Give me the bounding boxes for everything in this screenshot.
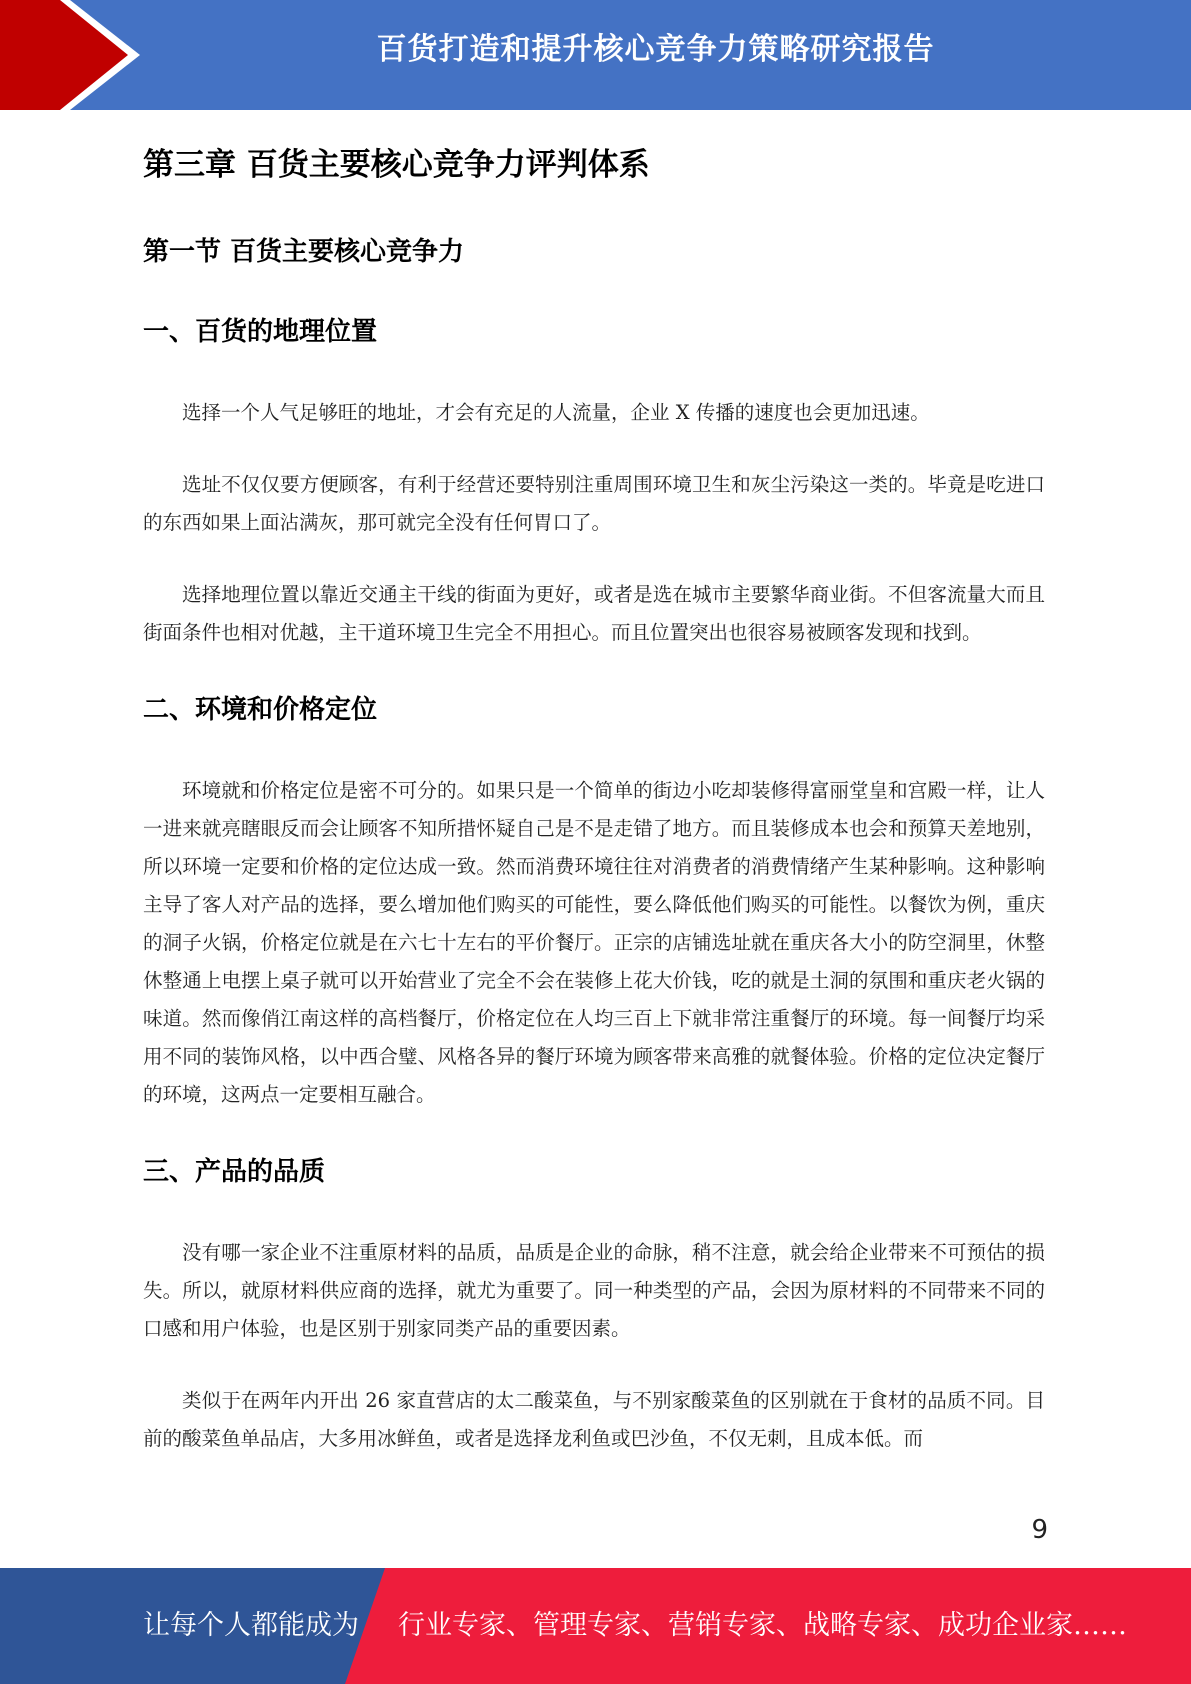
subsection-heading-product-quality: 三、产品的品质 <box>143 1157 326 1187</box>
paragraph: 选择地理位置以靠近交通主干线的街面为更好，或者是选在城市主要繁华商业街。不但客流量大而且街面条件也相对优越，主干道环境卫生完全不用担心。而且位置突出也很容易被顾客发现和找到。 <box>143 583 1045 644</box>
footer-slogan-right: 行业专家、管理专家、营销专家、战略专家、成功企业家…… <box>398 1610 1127 1641</box>
subsection-heading-location: 一、百货的地理位置 <box>143 317 378 347</box>
paragraph: 没有哪一家企业不注重原材料的品质，品质是企业的命脉，稍不注意，就会给企业带来不可预估的损失。所以，就原材料供应商的选择，就尤为重要了。同一种类型的产品，会因为原材料的不同带来不同的口感和用户体验，也是区别于别家同类产品的重要因素。 <box>143 1241 1045 1340</box>
paragraph: 选址不仅仅要方便顾客，有利于经营还要特别注重周围环境卫生和灰尘污染这一类的。毕竟是吃进口的东西如果上面沾满灰，那可就完全没有任何胃口了。 <box>143 473 1045 534</box>
paragraph: 类似于在两年内开出 26 家直营店的太二酸菜鱼，与不别家酸菜鱼的区别就在于食材的品质不同。目前的酸菜鱼单品店，大多用冰鲜鱼，或者是选择龙利鱼或巴沙鱼，不仅无刺，且成本低。而 <box>143 1389 1045 1450</box>
page-footer <box>0 1568 1191 1684</box>
paragraph: 环境就和价格定位是密不可分的。如果只是一个简单的街边小吃却装修得富丽堂皇和宫殿一样，让人一进来就亮瞎眼反而会让顾客不知所措怀疑自己是不是走错了地方。而且装修成本也会和预算天差地别，所以环境一定要和价格的定位达成一致。然而消费环境往往对消费者的消费情绪产生某种影响。这种影响主导了客人对产品的选择，要么增加他们购买的可能性，要么降低他们购买的可能性。以餐饮为例，重庆的洞子火锅，价格定位就是在六七十左右的平价餐厅。正宗的店铺选址就在重庆各大小的防空洞里，休整休整通上电摆上桌子就可以开始营业了完全不会在装修上花大价钱，吃的就是土洞的氛围和重庆老火锅的味道。然而像俏江南这样的高档餐厅，价格定位在人均三百上下就非常注重餐厅的环境。每一间餐厅均采用不同的装饰风格，以中西合璧、风格各异的餐厅环境为顾客带来高雅的就餐体验。价格的定位决定餐厅的环境，这两点一定要相互融合。 <box>143 779 1045 1106</box>
page-number: 9 <box>1031 1515 1048 1545</box>
subsection-heading-environment-price: 二、环境和价格定位 <box>143 695 378 725</box>
page-header <box>0 0 1191 110</box>
header-chevron-icon <box>0 0 160 110</box>
section-title: 第一节 百货主要核心竞争力 <box>143 237 465 267</box>
footer-slogan-left: 让每个人都能成为 <box>143 1610 359 1641</box>
chapter-title: 第三章 百货主要核心竞争力评判体系 <box>143 147 650 183</box>
report-title: 百货打造和提升核心竞争力策略研究报告 <box>376 32 935 67</box>
document-body <box>143 130 1045 1458</box>
paragraph: 选择一个人气足够旺的地址，才会有充足的人流量，企业 X 传播的速度也会更加迅速。 <box>182 401 930 424</box>
